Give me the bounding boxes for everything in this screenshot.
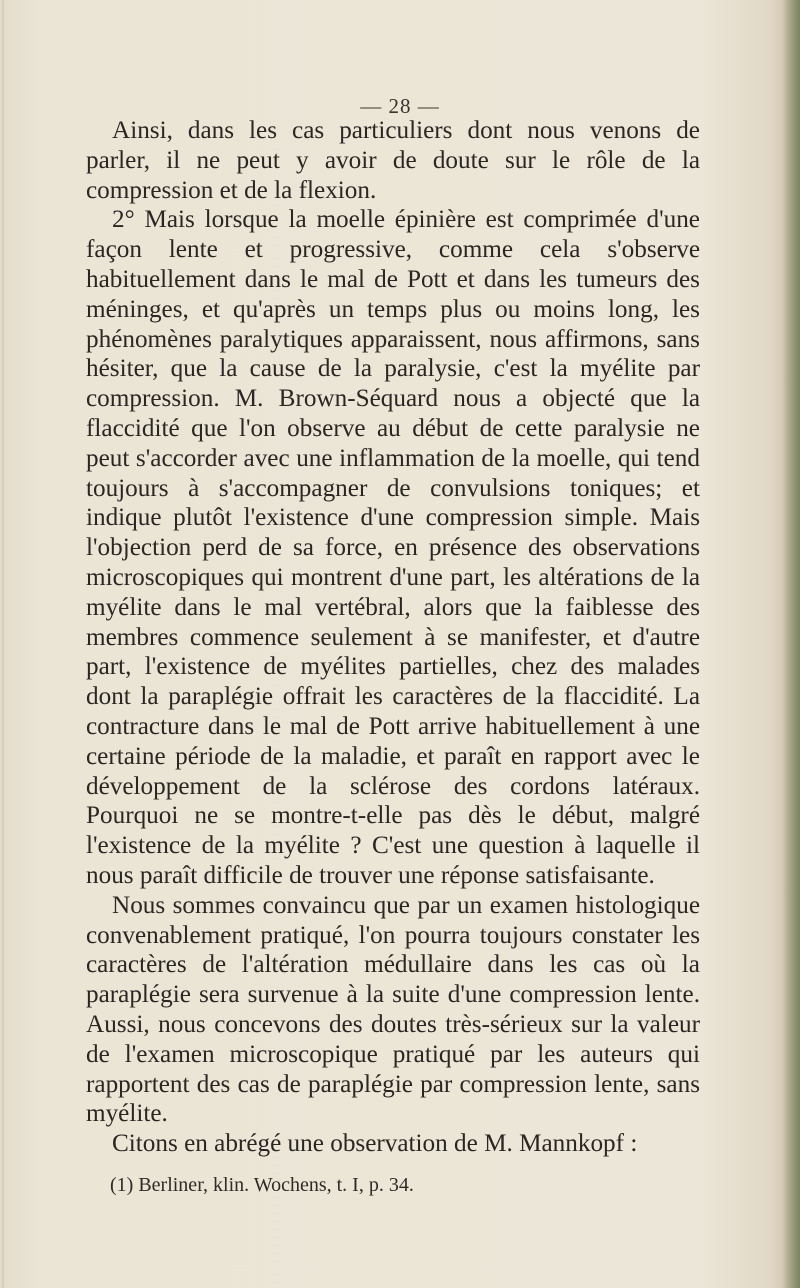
page-number: — 28 — — [360, 94, 440, 118]
paragraph-1: Ainsi, dans les cas particuliers dont nous venons de parler, il ne peut y avoir de doute sur le rôle de la compression et de la flexion. — [86, 117, 700, 204]
paragraph-4: Citons en abrégé une observation de M. Mannkopf : — [112, 1130, 638, 1158]
paragraph-3: Nous sommes convaincu que par un examen histologique convenablement pratiqué, l'on pourra toujours constater les caractères de l'altération médullaire dans les cas où la paraplégie sera survenue à la suite d'une compression lente. Aussi, nous concevons des doutes très-sérieux sur la valeur de l'examen microscopique pratiqué par les auteurs qui rapportent des cas de paraplégie par compression lente, sans myélite. — [86, 891, 700, 1128]
body-text — [86, 116, 700, 1159]
footnote: (1) Berliner, klin. Wochens, t. I, p. 34. — [110, 1174, 414, 1196]
page-edge-rule — [2, 0, 4, 1288]
paragraph-2: 2° Mais lorsque la moelle épinière est comprimée d'une façon lente et progressive, comme cela s'observe habituellement dans le mal de Pott et dans les tumeurs des méninges, et qu'après un temps plus ou moins long, les phénomènes paralytiques apparaissent, nous affirmons, sans hésiter, que la cause de la paralysie, c'est la myélite par compression. M. Brown-Séquard nous a objecté que la flaccidité que l'on observe au début de cette paralysie ne peut s'accorder avec une inflammation de la moelle, qui tend toujours à s'accompagner de convulsions toniques; et indique plutôt l'existence d'une compression simple. Mais l'objection perd de sa force, en présence des observations microscopiques qui montrent d'une part, les altérations de la myélite dans le mal vertébral, alors que la faiblesse des membres commence seulement à se manifester, et d'autre part, l'existence de myélites partielles, chez des malades dont la paraplégie offrait les caractères de la flaccidité. La contracture dans le mal de Pott arrive habituellement à une certaine période de la maladie, et paraît en rapport avec le développement de la sclérose des cordons latéraux. Pourquoi ne se montre-t-elle pas dès le début, malgré l'existence de la myélite ? C'est une question à laquelle il nous paraît difficile de trouver une réponse satisfaisante. — [86, 206, 700, 889]
page-gutter-shadow — [782, 0, 800, 1288]
